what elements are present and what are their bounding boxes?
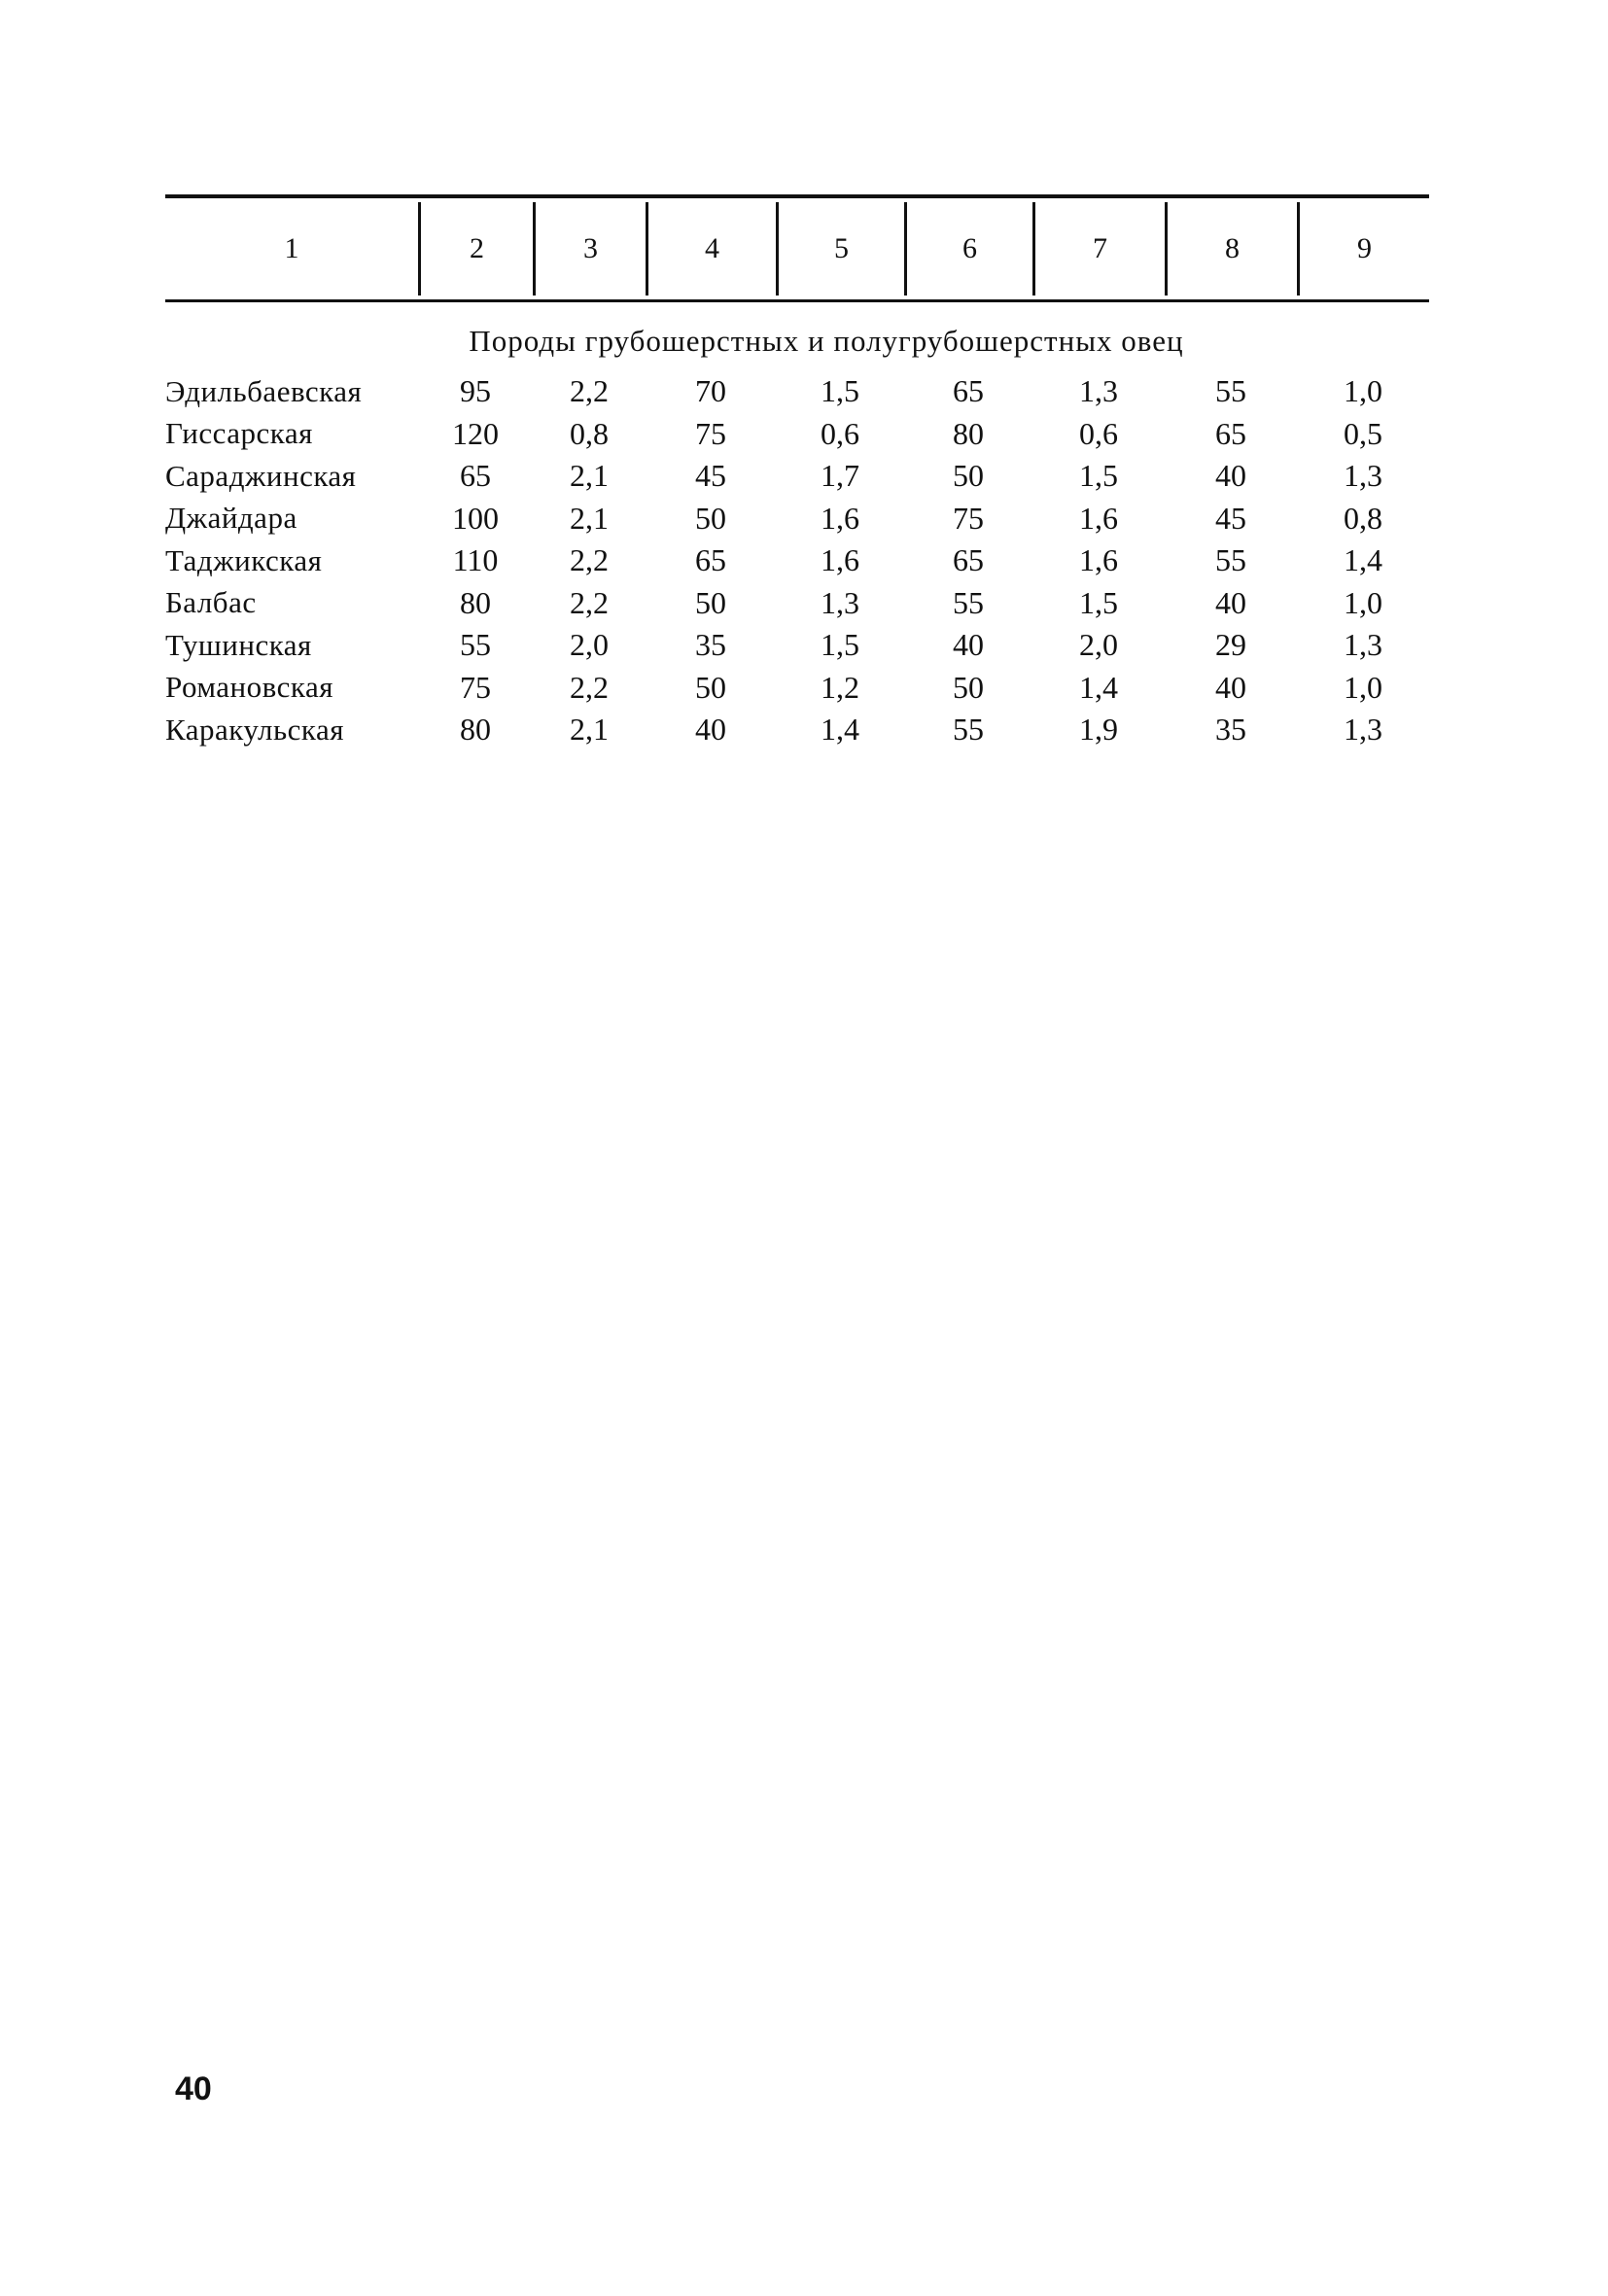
value-cell-col-2: 120: [452, 415, 499, 451]
value-cell-col-3: 2,1: [570, 712, 609, 748]
breed-name-cell: Таджикская: [165, 542, 323, 577]
value-cell-col-7: 1,5: [1079, 458, 1118, 494]
value-cell-col-2: 55: [460, 627, 491, 663]
header-cell-1: 1: [284, 232, 299, 264]
value-cell-col-7: 1,6: [1079, 542, 1118, 578]
breed-name-cell: Гиссарская: [165, 416, 313, 451]
breed-name-cell: Тушинская: [165, 627, 312, 662]
value-cell-col-2: 95: [460, 373, 491, 409]
value-cell-col-3: 2,1: [570, 500, 609, 536]
value-cell-col-8: 40: [1215, 669, 1246, 705]
value-cell-col-8: 55: [1215, 542, 1246, 578]
value-cell-col-5: 1,3: [821, 584, 859, 620]
value-cell-col-2: 75: [460, 669, 491, 705]
value-cell-col-5: 1,5: [821, 627, 859, 663]
value-cell-col-3: 2,0: [570, 627, 609, 663]
value-cell-col-6: 65: [953, 373, 984, 409]
value-cell-col-9: 0,5: [1344, 415, 1382, 451]
value-cell-col-6: 65: [953, 542, 984, 578]
value-cell-col-6: 40: [953, 627, 984, 663]
table-row: [165, 709, 1429, 751]
header-cell-3: 3: [533, 202, 646, 296]
value-cell-col-8: 65: [1215, 415, 1246, 451]
breed-name-cell: Каракульская: [165, 712, 345, 747]
value-cell-col-3: 2,2: [570, 584, 609, 620]
value-cell-col-8: 35: [1215, 712, 1246, 748]
value-cell-col-4: 45: [695, 458, 726, 494]
value-cell-col-9: 1,3: [1344, 627, 1382, 663]
value-cell-col-5: 1,6: [821, 542, 859, 578]
value-cell-col-2: 110: [452, 542, 499, 578]
value-cell-col-2: 65: [460, 458, 491, 494]
value-cell-col-3: 2,2: [570, 542, 609, 578]
value-cell-col-4: 50: [695, 584, 726, 620]
value-cell-col-5: 1,4: [821, 712, 859, 748]
value-cell-col-3: 2,2: [570, 373, 609, 409]
value-cell-col-2: 80: [460, 712, 491, 748]
value-cell-col-6: 55: [953, 584, 984, 620]
value-cell-col-7: 1,5: [1079, 584, 1118, 620]
table-row: [165, 582, 1429, 625]
header-cell-2: 2: [418, 202, 533, 296]
table-row: [165, 667, 1429, 710]
value-cell-col-8: 29: [1215, 627, 1246, 663]
value-cell-col-3: 2,2: [570, 669, 609, 705]
value-cell-col-5: 1,2: [821, 669, 859, 705]
value-cell-col-5: 0,6: [821, 415, 859, 451]
value-cell-col-4: 75: [695, 415, 726, 451]
value-cell-col-9: 1,4: [1344, 542, 1382, 578]
value-cell-col-2: 80: [460, 584, 491, 620]
table-body: [165, 370, 1429, 751]
value-cell-col-6: 55: [953, 712, 984, 748]
table-row: [165, 370, 1429, 413]
value-cell-col-9: 1,0: [1344, 584, 1382, 620]
value-cell-col-5: 1,7: [821, 458, 859, 494]
value-cell-col-8: 55: [1215, 373, 1246, 409]
value-cell-col-4: 50: [695, 500, 726, 536]
table-row: [165, 498, 1429, 540]
table-header-rule: [165, 299, 1429, 302]
value-cell-col-3: 0,8: [570, 415, 609, 451]
value-cell-col-6: 80: [953, 415, 984, 451]
value-cell-col-5: 1,5: [821, 373, 859, 409]
value-cell-col-8: 45: [1215, 500, 1246, 536]
header-cell-9: 9: [1297, 202, 1429, 296]
breed-name-cell: Сараджинская: [165, 458, 357, 493]
value-cell-col-9: 1,0: [1344, 669, 1382, 705]
breed-name-cell: Эдильбаевская: [165, 373, 363, 408]
value-cell-col-7: 1,4: [1079, 669, 1118, 705]
table-row: [165, 539, 1429, 582]
value-cell-col-6: 75: [953, 500, 984, 536]
header-cell-8: 8: [1165, 202, 1297, 296]
value-cell-col-6: 50: [953, 669, 984, 705]
breed-table: [165, 194, 1429, 751]
value-cell-col-4: 50: [695, 669, 726, 705]
section-title: Породы грубошерстных и полугрубошерстных овец: [469, 324, 1184, 358]
page-number: 40: [175, 2070, 212, 2107]
value-cell-col-7: 1,9: [1079, 712, 1118, 748]
value-cell-col-2: 100: [452, 500, 499, 536]
value-cell-col-9: 1,3: [1344, 458, 1382, 494]
table-row: [165, 455, 1429, 498]
breed-name-cell: Джайдара: [165, 501, 297, 536]
value-cell-col-8: 40: [1215, 458, 1246, 494]
value-cell-col-8: 40: [1215, 584, 1246, 620]
value-cell-col-5: 1,6: [821, 500, 859, 536]
breed-name-cell: Балбас: [165, 585, 257, 620]
value-cell-col-3: 2,1: [570, 458, 609, 494]
value-cell-col-9: 1,0: [1344, 373, 1382, 409]
header-cell-6: 6: [904, 202, 1032, 296]
value-cell-col-4: 65: [695, 542, 726, 578]
value-cell-col-9: 1,3: [1344, 712, 1382, 748]
header-cell-5: 5: [776, 202, 904, 296]
value-cell-col-6: 50: [953, 458, 984, 494]
header-cell-4: 4: [646, 202, 776, 296]
value-cell-col-4: 35: [695, 627, 726, 663]
value-cell-col-7: 1,3: [1079, 373, 1118, 409]
header-cell-7: 7: [1032, 202, 1165, 296]
value-cell-col-7: 1,6: [1079, 500, 1118, 536]
breed-name-cell: Романовская: [165, 670, 333, 705]
value-cell-col-7: 2,0: [1079, 627, 1118, 663]
value-cell-col-4: 70: [695, 373, 726, 409]
table-row: [165, 624, 1429, 667]
value-cell-col-9: 0,8: [1344, 500, 1382, 536]
value-cell-col-7: 0,6: [1079, 415, 1118, 451]
table-header-row: [165, 198, 1429, 299]
value-cell-col-4: 40: [695, 712, 726, 748]
table-row: [165, 413, 1429, 456]
